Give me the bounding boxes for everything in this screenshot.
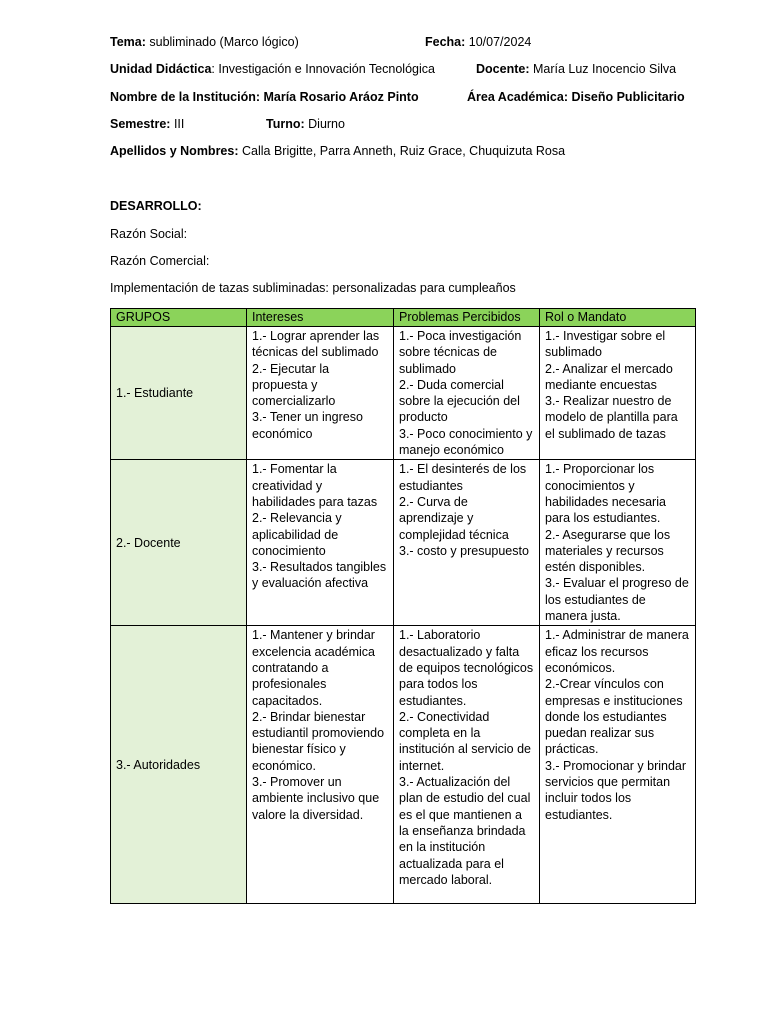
marco-logico-table — [110, 308, 696, 904]
list-item: 1.- El desinterés de los estudiantes — [399, 462, 527, 493]
implementacion-text: Implementación de tazas subliminadas: personalizadas para cumpleaños — [110, 281, 516, 295]
list-item: 2.- Relevancia y aplicabilidad de conocimiento — [252, 511, 342, 558]
razon-comercial: Razón Comercial: — [110, 254, 210, 268]
apellidos-value: Calla Brigitte, Parra Anneth, Ruiz Grace, Chuquizuta Rosa — [241, 144, 566, 158]
list-item: 1.- Investigar sobre el sublimado — [545, 329, 666, 360]
rol-cell — [540, 626, 696, 904]
fecha-label: Fecha: — [425, 35, 466, 49]
institucion-label: Nombre de la Institución: María Rosario Aráoz Pinto — [110, 90, 419, 104]
unidad-value: : Investigación e Innovación Tecnológica — [211, 62, 435, 76]
docente-label: Docente: — [476, 62, 530, 76]
apellidos-line — [110, 144, 565, 158]
group-cell: 1.- Estudiante — [111, 327, 247, 460]
group-cell: 2.- Docente — [111, 460, 247, 626]
table-row — [111, 626, 696, 904]
list-item: 3.- Evaluar el progreso de los estudiantes de manera justa. — [545, 576, 689, 624]
intereses-cell — [247, 626, 394, 904]
razon-social: Razón Social: — [110, 227, 188, 241]
table-row — [111, 460, 696, 626]
header-problemas: Problemas Percibidos — [394, 309, 540, 327]
group-cell: 3.- Autoridades — [111, 626, 247, 904]
header-intereses: Intereses — [247, 309, 394, 327]
semestre-value: III — [173, 117, 185, 131]
problemas-cell — [394, 327, 540, 460]
rol-cell — [540, 460, 696, 626]
turno-value: Diurno — [308, 117, 345, 131]
list-item: 1.- Mantener y brindar excelencia académica contratando a profesionales capacitados. — [252, 628, 375, 708]
area-label: Área Académica: Diseño Publicitario — [467, 90, 685, 104]
docente-line — [476, 62, 676, 76]
tema-label: Tema: — [110, 35, 146, 49]
unidad-label: Unidad Didáctica — [110, 62, 212, 76]
list-item: 2.- Duda comercial sobre la ejecución del producto — [399, 377, 520, 425]
list-item: 1.- Administrar de manera eficaz los recursos económicos. — [545, 628, 689, 675]
table-header-row — [111, 309, 696, 327]
docente-value: María Luz Inocencio Silva — [532, 62, 677, 76]
desarrollo-heading — [110, 199, 202, 213]
tema-value: subliminado (Marco lógico) — [149, 35, 299, 49]
list-item: 2.-Crear vínculos con empresas e instituciones donde los estudiantes puedan realizar sus prácticas. — [545, 677, 683, 757]
header-grupos: GRUPOS — [111, 309, 247, 327]
desarrollo-text: DESARROLLO: — [110, 199, 202, 213]
list-item: 3.- Tener un ingreso económico — [252, 410, 363, 441]
header-rol: Rol o Mandato — [540, 309, 696, 327]
apellidos-label: Apellidos y Nombres: — [110, 144, 239, 158]
problemas-cell — [394, 460, 540, 626]
intereses-cell — [247, 460, 394, 626]
list-item: 3.- Promocionar y brindar servicios que permitan incluir todos los estudiantes. — [545, 758, 687, 822]
list-item: 1.- Poca investigación sobre técnicas de sublimado — [399, 329, 522, 376]
fecha-value: 10/07/2024 — [468, 35, 532, 49]
problemas-cell — [394, 626, 540, 904]
tema-line — [110, 35, 299, 49]
list-item: 1.- Laboratorio desactualizado y falta de equipos tecnológicos para todos los estudiantes. — [399, 628, 534, 708]
table-row — [111, 327, 696, 460]
list-item: 2.- Ejecutar la propuesta y comercializarlo — [252, 361, 336, 409]
fecha-line — [425, 35, 531, 49]
rol-cell — [540, 327, 696, 460]
semestre-line — [110, 117, 184, 131]
list-item: 3.- Actualización del plan de estudio del cual es el que mantienen a la enseñanza brindada en la institución actualizada para el mercado laboral. — [399, 775, 531, 887]
list-item: 3.- Promover un ambiente inclusivo que valore la diversidad. — [252, 775, 380, 822]
list-item: 2.- Conectividad completa en la institución al servicio de internet. — [399, 709, 532, 773]
list-item: 2.- Brindar bienestar estudiantil promoviendo bienestar físico y económico. — [252, 709, 385, 773]
semestre-label: Semestre: — [110, 117, 171, 131]
list-item: 2.- Asegurarse que los materiales y recursos estén disponibles. — [545, 527, 671, 575]
unidad-line — [110, 62, 435, 76]
area-line — [467, 90, 685, 104]
list-item: 2.- Analizar el mercado mediante encuestas — [545, 361, 673, 392]
institucion-line — [110, 90, 419, 104]
turno-line — [266, 117, 345, 131]
list-item: 1.- Proporcionar los conocimientos y habilidades necesaria para los estudiantes. — [545, 462, 666, 526]
intereses-cell — [247, 327, 394, 460]
list-item: 3.- Poco conocimiento y manejo económico — [399, 426, 533, 458]
list-item: 1.- Fomentar la creatividad y habilidades para tazas — [252, 462, 378, 509]
list-item: 3.- Resultados tangibles y evaluación afectiva — [252, 560, 387, 591]
list-item: 2.- Curva de aprendizaje y complejidad técnica — [399, 494, 509, 542]
list-item: 1.- Lograr aprender las técnicas del sublimado — [252, 329, 380, 360]
turno-label: Turno: — [266, 117, 305, 131]
list-item: 3.- Realizar nuestro de modelo de plantilla para el sublimado de tazas — [545, 394, 678, 441]
list-item: 3.- costo y presupuesto — [399, 543, 529, 558]
